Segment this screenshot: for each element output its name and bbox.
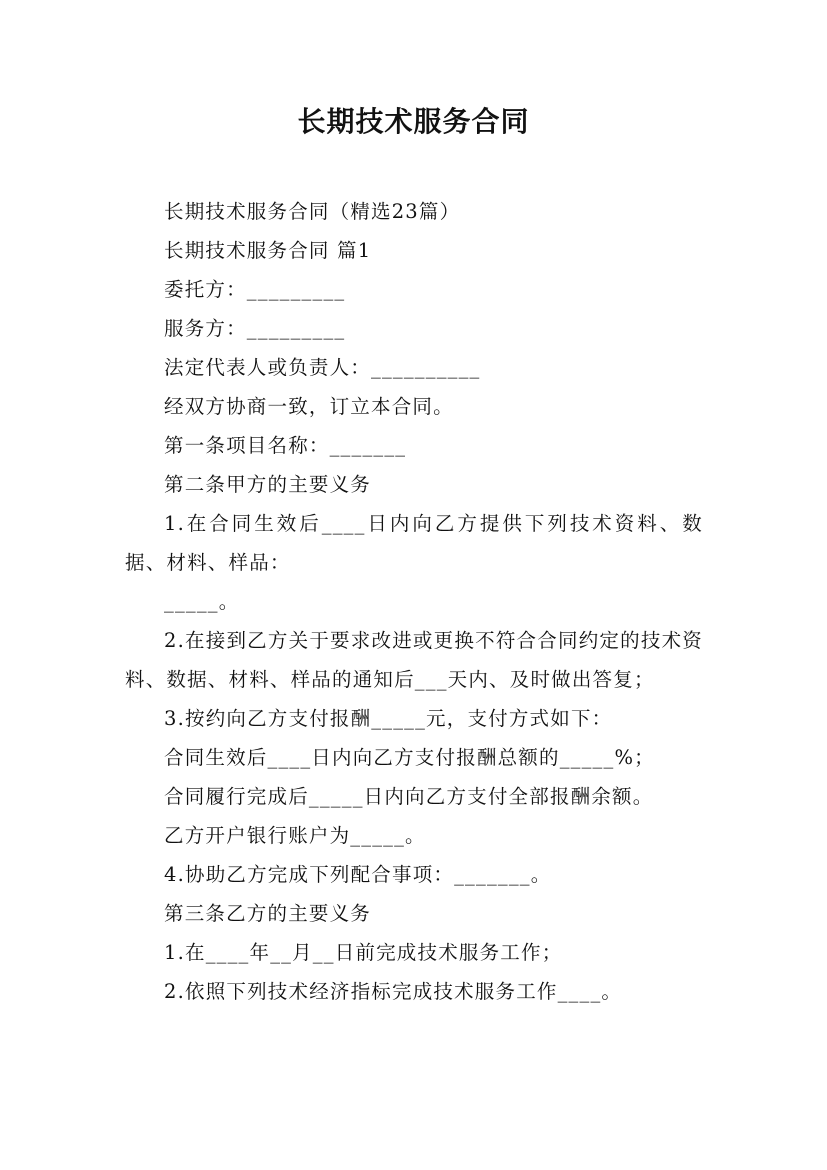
document-body: [125, 192, 703, 1011]
paragraph: 长期技术服务合同 篇1: [164, 239, 372, 262]
paragraph: _____。: [164, 590, 240, 613]
paragraph: 第一条项目名称：_______: [164, 434, 407, 457]
paragraph: 合同履行完成后_____日内向乙方支付全部报酬余额。: [164, 785, 654, 808]
paragraph: 2.在接到乙方关于要求改进或更换不符合合同约定的技术资料、数据、材料、样品的通知后___天内、及时做出答复；: [125, 629, 703, 691]
paragraph: 长期技术服务合同（精选23篇）: [164, 200, 461, 223]
document-title: 长期技术服务合同: [297, 105, 530, 138]
paragraph: 2.依照下列技术经济指标完成技术服务工作____。: [164, 980, 623, 1003]
section-heading: 第三条乙方的主要义务: [164, 902, 372, 925]
paragraph: 经双方协商一致，订立本合同。: [164, 395, 454, 418]
section-heading: 第二条甲方的主要义务: [164, 473, 372, 496]
paragraph: 3.按约向乙方支付报酬_____元，支付方式如下：: [164, 707, 613, 730]
paragraph: 乙方开户银行账户为_____。: [164, 824, 426, 847]
paragraph: 合同生效后____日内向乙方支付报酬总额的_____%；: [164, 746, 655, 769]
paragraph: 法定代表人或负责人：__________: [164, 356, 481, 379]
paragraph: 1.在____年__月__日前完成技术服务工作；: [164, 941, 563, 964]
paragraph: 1.在合同生效后____日内向乙方提供下列技术资料、数据、材料、样品：: [125, 512, 703, 574]
paragraph: 服务方：_________: [164, 317, 346, 340]
paragraph: 委托方：_________: [164, 278, 346, 301]
paragraph: 4.协助乙方完成下列配合事项：_______。: [164, 863, 552, 886]
